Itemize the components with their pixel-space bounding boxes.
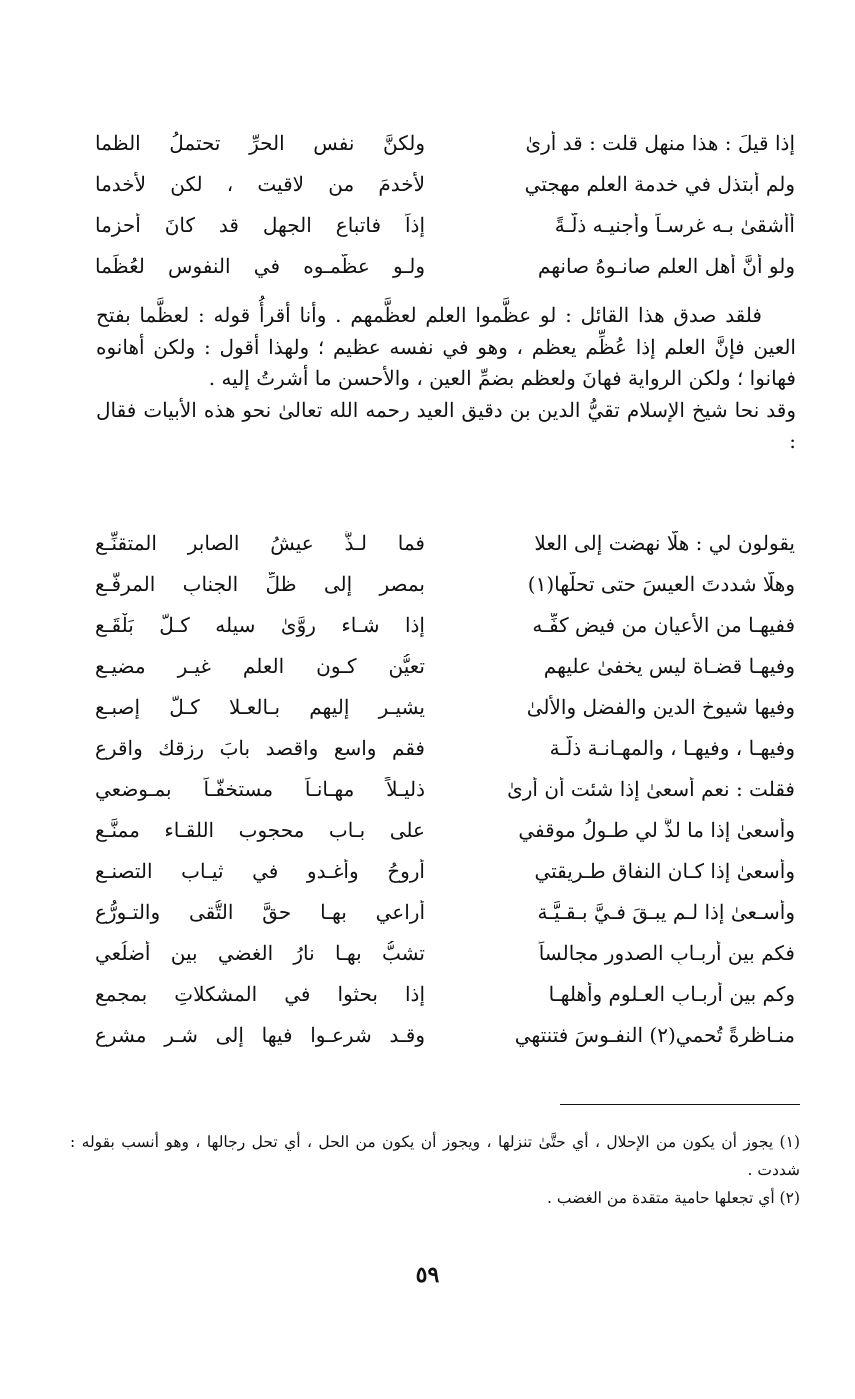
second-hemistich: أروحُ وأغـدو في ثيـاب التصنـعِ — [95, 858, 425, 883]
second-hemistich: تشبُّ بهـا نارُ الغضي بين أضلُعي — [95, 940, 425, 965]
second-hemistich: إذا شـاء روَّىٰ سيله كـلَّ بَلْقَـع — [95, 612, 425, 637]
second-hemistich: إذاً فاتباع الجهل قد كانَ أحزما — [95, 212, 425, 237]
page-number: ٥٩ — [415, 1262, 440, 1288]
second-hemistich: أراعي بهـا حقَّ التُّقى والتـورُّعِ — [95, 899, 425, 924]
second-hemistich: يشيـر إليهم بـالعـلا كـلُّ إصبـع — [95, 694, 425, 719]
first-hemistich: وأسعىٰ إذا ما لذَّ لي طـولُ موقفي — [518, 817, 795, 842]
second-hemistich: إذا بحثوا في المشكلاتِ بمجمعِ — [95, 981, 425, 1006]
verse — [95, 1014, 795, 1055]
first-hemistich: وفيها شيوخ الدين والفضل والألىٰ — [526, 694, 795, 719]
footnote-separator — [560, 1104, 800, 1105]
poem-stanza-1 — [95, 122, 795, 286]
first-hemistich: ولم أبتذل في خدمة العلم مهجتي — [524, 171, 795, 196]
first-hemistich: فقلت : نعم أسعىٰ إذا شئت أن أرىٰ — [507, 776, 795, 801]
first-hemistich: وكم بين أربـابِ العـلوم وأهلهـا — [548, 981, 795, 1006]
first-hemistich: وفيهـا قضـاة ليس يخفىٰ عليهم — [543, 653, 795, 678]
first-hemistich: وفيهـا ، وفيهـا ، والمهـانـة ذلَّـة — [549, 735, 795, 760]
verse — [95, 522, 795, 563]
first-hemistich: ولو أنَّ أهل العلم صانـوهُ صانهم — [537, 253, 795, 278]
second-hemistich: فقم واسع واقصد بابَ رزقك واقرع — [95, 735, 425, 760]
first-hemistich: ففيهـا من الأعيانِ من فيضِ كفِّـه — [532, 612, 795, 637]
verse — [95, 604, 795, 645]
first-hemistich: منـاظرةً تُحمي(٢) النفـوسَ فتنتهي — [514, 1022, 795, 1047]
prose-paragraph: فلقد صدق هذا القائل : لو عظَّموا العلم لعظَّمهم . وأنا أقرأُ قوله : لعظَّما بفتح العين فإنَّ العلم إذا عُظِّم يعظم ، وهو في نفسه عظيم ؛ ولهذا أقول : ولكن أهانوه فهانوا ؛ ولكن الرواية فهانَ ولعظم بضمِّ العين ، والأحسن ما أشرتُ إليه . — [96, 303, 796, 390]
verse — [95, 563, 795, 604]
verse — [95, 932, 795, 973]
verse — [95, 204, 795, 245]
first-hemistich: فكم بين أربـابِ الصدور مجالساً — [538, 940, 795, 965]
second-hemistich: على بـاب محجوب اللقـاء ممنَّـع — [95, 817, 425, 842]
first-hemistich: أأشقىٰ بـه غرسـاً وأجنيـه ذلَّـةً — [554, 212, 795, 237]
verse — [95, 768, 795, 809]
first-hemistich: وهلَّا شددتَ العيسَ حتى تحلَّها(١) — [527, 571, 795, 596]
second-hemistich: تعيُّن كـون العلم غيـر مضيـع — [95, 653, 425, 678]
second-hemistich: بمصرٍ إلى ظلِّ الجنابِ المرفَّـع — [95, 571, 425, 596]
verse — [95, 809, 795, 850]
second-hemistich: فما لـذَّ عيشُ الصابرِ المتقنِّـع — [95, 530, 425, 555]
prose-paragraph: وقد نحا شيخ الإسلام تقيُّ الدين بن دقيق العيد رحمه الله تعالىٰ نحو هذه الأبيات فقال : — [96, 397, 796, 453]
verse — [95, 891, 795, 932]
verse — [95, 973, 795, 1014]
verse — [95, 163, 795, 204]
footnote: (٢) أي تجعلها حامية متقدة من الغضب . — [546, 1189, 800, 1207]
prose-text — [96, 300, 796, 458]
first-hemistich: يقولون لي : هلَّا نهضت إلى العلا — [534, 530, 795, 555]
second-hemistich: ولكنَّ نفس الحرِّ تحتملُ الظما — [95, 130, 425, 155]
poem-stanza-2 — [95, 522, 795, 1055]
verse — [95, 850, 795, 891]
first-hemistich: وأسـعىٰ إذا لـم يبـقَ فـيَّ بـقـيَّـة — [537, 899, 795, 924]
verse — [95, 727, 795, 768]
second-hemistich: وقـد شرعـوا فيها إلى شـر مشرعِ — [95, 1022, 425, 1047]
verse — [95, 245, 795, 286]
verse — [95, 645, 795, 686]
footnote: (١) يجوز أن يكون من الإحلال ، أي حتَّىٰ تنزلها ، ويجوز أن يكون من الحل ، أي تحل رجالها ، وهو أنسب بقوله : شددت . — [70, 1133, 800, 1179]
second-hemistich: لأخدمَ من لاقيت ، لكن لأُخدما — [95, 171, 425, 196]
footnotes — [70, 1128, 800, 1212]
second-hemistich: ولـو عظَّمـوه في النفوسِ لعُظِّما — [95, 253, 425, 278]
first-hemistich: وأسعىٰ إذا كـان النفاق طـريقتي — [534, 858, 795, 883]
first-hemistich: إذا قيلَ : هذا منهل قلت : قد أرىٰ — [525, 130, 795, 155]
verse — [95, 122, 795, 163]
verse — [95, 686, 795, 727]
second-hemistich: ذليـلاً مهـانـاً مستخفّـاً بمـوضعي — [95, 776, 425, 801]
